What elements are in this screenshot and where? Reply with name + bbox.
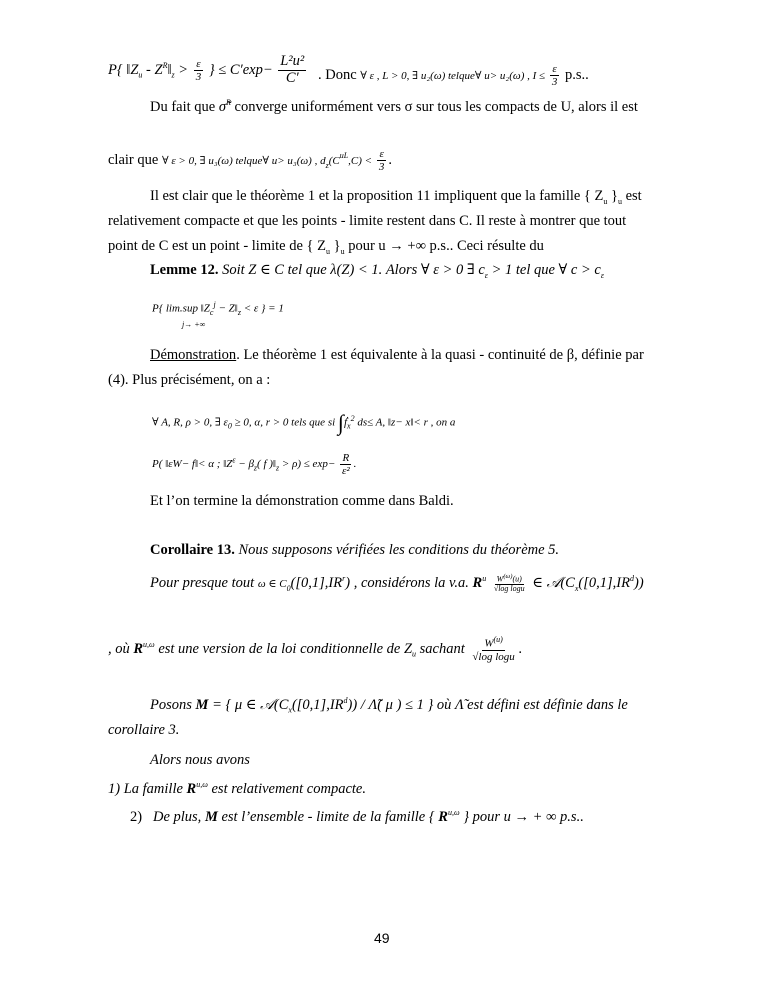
paragraph-du-fait: Du fait que σ̃$^R$ converge uniformément vers σ sur tous les compacts de U, alors il est [150,98,638,115]
line-clair-que: clair que ∀ ε > 0, ∃ u₃(ω) telque∀ u> u₃(ω) , $d_z(C^{uL},C)$ < $\frac{\varepsilon}{3}$ . [108,148,392,174]
fin-demonstration: Et l’on termine la démonstration comme dans Baldi. [150,493,454,509]
equation-1: P{ $‖Z_u$ - $Z^R‖_z$ > $\frac{\varepsilon}{3}$ } ≤ C′exp− $\frac{\text{L²u²}}{C'}$ [108,53,305,86]
paragraph-theoreme-line-1: Il est clair que le théorème 1 et la proposition 11 impliquent que la famille { $Z_u$ }$_u$ est [150,188,642,206]
equation-demo-1: ∀ A, R, ρ > 0, ∃ $\varepsilon_0 \ge 0$, α, r > 0 tels que si ∫ḟ$_x^2$ ds≤ A, ‖z− x‖< r , on a [152,410,456,435]
paragraph-theoreme-line-3: point de C est un point - limite de { $Z_u$ }$_u$ pour u → +∞ p.s.. Ceci résulte du [108,238,544,256]
equation-lemme-limit: j→ +∞ [182,320,206,329]
page-number: 49 [374,930,390,946]
posons-line-2: corollaire 3. [108,722,180,738]
equation-demo-2: P( ‖εW− f‖< α ; $‖Z^\varepsilon - \beta_z$( f )$‖_z > \rho) \le \exp-$ $\frac{R}{\text{ε²}}$ . [152,452,357,478]
demonstration-line-1: Démonstration. Le théorème 1 est équivalente à la quasi - continuité de β, définie par [150,347,644,363]
lemme-12: Lemme 12. Soit Z ∈ C tel que λ(Z) < 1. Alors ∀ ε > 0 ∃ $c_\varepsilon > 1$ tel que ∀ $c > c_\varepsilon$ [150,262,604,280]
list-item-2: 2) De plus, M est l’ensemble - limite de la famille { $R^{u,\omega}$ } pour u → + ∞ p.s.. [130,808,584,825]
posons-line-1: Posons M = { μ ∈ $𝒜(C_x([0,1],IR^d))$ / Λ̃( μ ) ≤ 1 } où Λ̃ est défini est définie dans le [150,696,628,715]
equation-corollaire-1: Pour presque tout ω ∈ $C_0([0,1],IR^r)$ , considérons la v.a. $R^u$ $\frac{W^{(\omega)}(u)}{\text{√log logu}}$ ∈ $𝒜(C_x([0,1],IR^d))$ [150,573,644,594]
list-item-1: 1) La famille $R^{u,\omega}$ est relativement compacte. [108,780,366,797]
alors-nous-avons: Alors nous avons [150,752,250,768]
corollaire-13: Corollaire 13. Nous supposons vérifiées les conditions du théorème 5. [150,542,560,558]
equation-lemme: P{ lim.sup $‖Z_c^j$ − $Z‖_z < \varepsilon$ } = 1 [152,300,284,317]
demonstration-line-2: (4). Plus précisément, on a : [108,372,271,388]
paragraph-theoreme-line-2: relativement compacte et que les points - limite restent dans C. Il reste à montrer que tout [108,213,627,229]
equation-corollaire-2: , où $R^{u,\omega}$ est une version de la loi conditionnelle de $Z_u$ sachant $\frac{W^{(u)}}{\text{√log logu}}$ . [108,635,523,663]
equation-1-donc: . Donc ∀ ε , L > 0, ∃ u₂(ω) telque∀ u> u₂(ω) , I ≤ $\frac{\varepsilon}{3}$ p.s.. [318,63,589,89]
